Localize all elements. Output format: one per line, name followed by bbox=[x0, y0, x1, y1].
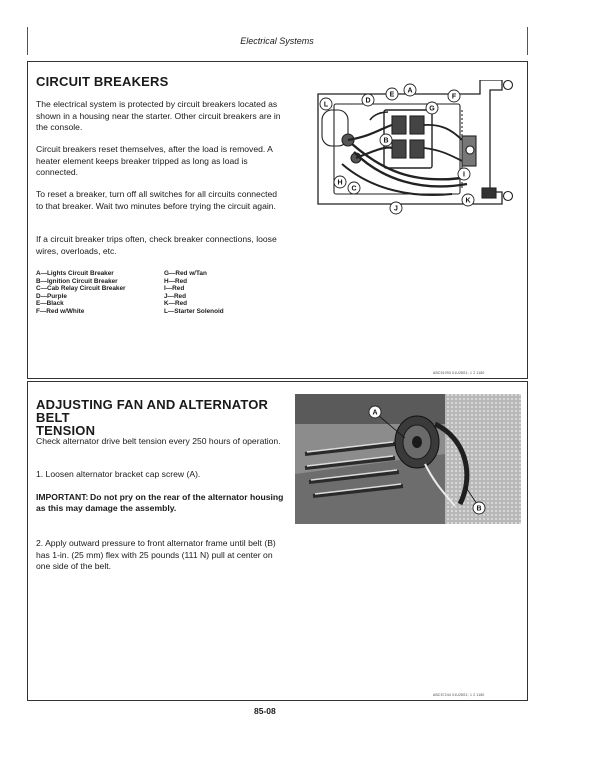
paragraph: If a circuit breaker trips often, check breaker connections, loose wires, overloads, etc. bbox=[36, 234, 277, 256]
callout-label: B bbox=[476, 505, 482, 513]
section-title bbox=[36, 398, 296, 437]
legend-item: H—Red bbox=[164, 277, 188, 285]
callout-label: G bbox=[429, 105, 435, 113]
legend-column-left bbox=[36, 270, 126, 316]
legend-item: D—Purple bbox=[36, 292, 67, 300]
callout-label: K bbox=[465, 197, 471, 205]
legend-item: F—Red w/White bbox=[36, 307, 85, 315]
diagram-callout bbox=[334, 176, 346, 188]
legend-item: E—Black bbox=[36, 300, 64, 308]
callout-label: L bbox=[323, 101, 329, 109]
important-label: IMPORTANT: bbox=[36, 492, 89, 502]
belt-tension-section bbox=[27, 381, 528, 701]
legend-item: J—Red bbox=[164, 292, 187, 300]
callout-label: E bbox=[389, 91, 395, 99]
diagram-callout bbox=[380, 134, 392, 146]
section-title-line: TENSION bbox=[36, 423, 96, 438]
paragraph: Check alternator drive belt tension every 250 hours of operation. bbox=[36, 436, 281, 446]
reference-code: ABC57244 01U28S1; 1 2 1180 bbox=[433, 693, 485, 697]
paragraph: Circuit breakers reset themselves, after the load is removed. A heater element keeps breaker tripped as long as load is connected. bbox=[36, 144, 273, 177]
reference-code: ABC51093 01U28S1; 1 2 1180 bbox=[433, 371, 485, 375]
paragraph: To reset a breaker, turn off all switches for all circuits connected to that breaker. Wait two minutes before trying the circuit again. bbox=[36, 189, 278, 211]
diagram-callout bbox=[462, 194, 474, 206]
callout-label: D bbox=[365, 97, 371, 105]
diagram-callout bbox=[458, 168, 470, 180]
callout-label: A bbox=[372, 409, 378, 417]
legend-item: L—Starter Solenoid bbox=[164, 307, 224, 315]
callout-label: H bbox=[337, 179, 343, 187]
diagram-callout bbox=[426, 102, 438, 114]
diagram-callout bbox=[404, 84, 416, 96]
callout-label: A bbox=[407, 87, 413, 95]
step-1: 1. Loosen alternator bracket cap screw (A). bbox=[36, 469, 201, 479]
diagram-callout bbox=[390, 202, 402, 214]
legend-item: K—Red bbox=[164, 300, 188, 308]
legend-item: B—Ignition Circuit Breaker bbox=[36, 277, 118, 285]
callout-label: F bbox=[451, 93, 457, 101]
section-title: CIRCUIT BREAKERS bbox=[36, 74, 169, 89]
callout-label: B bbox=[383, 137, 389, 145]
step-2: 2. Apply outward pressure to front alternator frame until belt (B) has 1-in. (25 mm) flex with 25 pounds (111 N) pull at center on one side of the belt. bbox=[36, 538, 276, 571]
legend-item: A—Lights Circuit Breaker bbox=[36, 270, 114, 277]
circuit-breaker-diagram bbox=[312, 80, 522, 216]
callout-label: I bbox=[463, 171, 465, 179]
paragraph: The electrical system is protected by circuit breakers located as shown in a housing near the starter. Other circuit breakers are in the console. bbox=[36, 99, 281, 132]
legend-item: I—Red bbox=[164, 285, 185, 293]
callout-label: J bbox=[394, 205, 398, 213]
photo-callout bbox=[473, 502, 485, 514]
callout-label: C bbox=[351, 185, 357, 193]
diagram-callout bbox=[362, 94, 374, 106]
diagram-callout bbox=[448, 90, 460, 102]
important-text: Do not pry on the rear of the alternator housing as this may damage the assembly. bbox=[36, 492, 284, 513]
diagram-callout bbox=[386, 88, 398, 100]
legend-item: C—Cab Relay Circuit Breaker bbox=[36, 285, 126, 293]
section-title-line: ADJUSTING FAN AND ALTERNATOR BELT bbox=[36, 397, 269, 425]
photo-callout bbox=[369, 406, 381, 418]
diagram-callout bbox=[320, 98, 332, 110]
legend-item: G—Red w/Tan bbox=[164, 270, 207, 277]
legend-column-right bbox=[164, 270, 224, 316]
circuit-breakers-section bbox=[27, 61, 528, 379]
alternator-photo bbox=[295, 394, 521, 524]
page-header: Electrical Systems bbox=[240, 36, 314, 46]
page-number: 85-08 bbox=[254, 706, 276, 716]
diagram-callout bbox=[348, 182, 360, 194]
header-rule-right bbox=[527, 27, 528, 55]
